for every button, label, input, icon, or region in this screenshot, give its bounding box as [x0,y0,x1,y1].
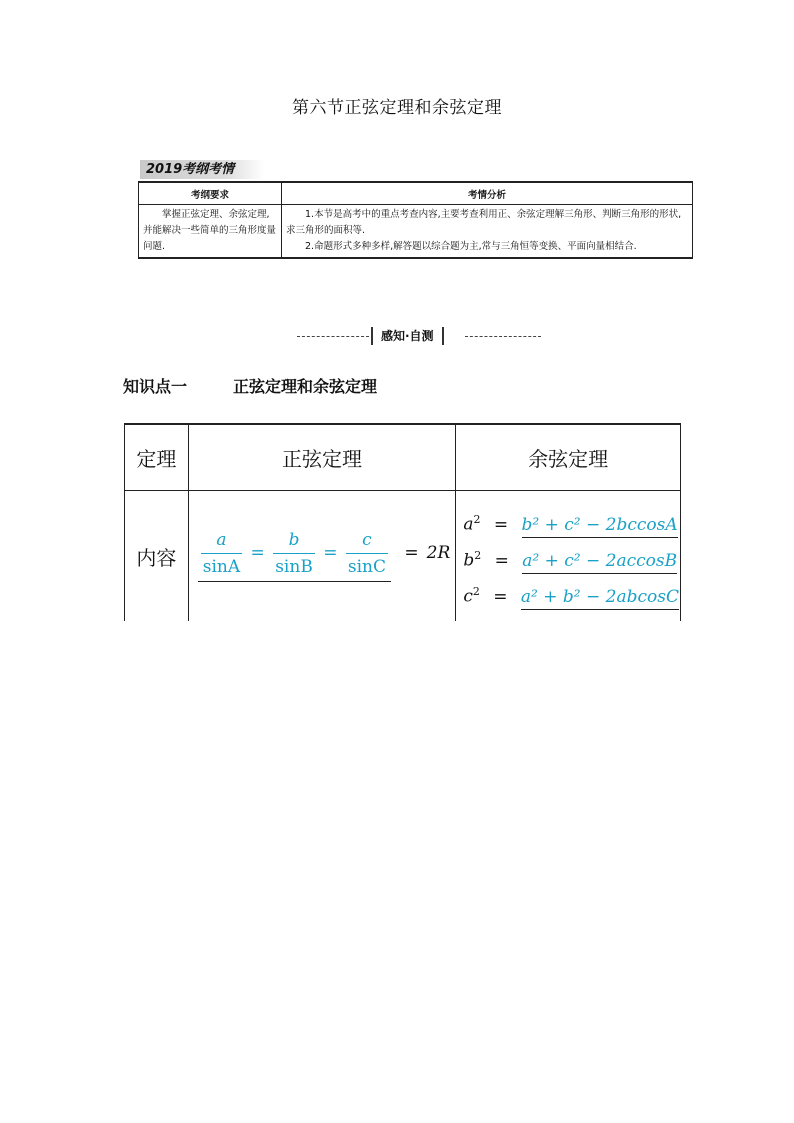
analysis-header: 考情分析 [282,182,693,205]
header-cosine: 余弦定理 [456,424,681,491]
lhs-b-exp: 2 [474,549,482,562]
result-2r: 2R [426,543,451,563]
cosine-line-b: $b^2 = a^2 + c^2 - 2accosB$ [457,538,679,574]
right-dash-divider [465,336,541,337]
cosine-line-a: $a^2 = b^2 + c^2 - 2bccosA$ [457,502,679,538]
knowledge-point-name: 正弦定理和余弦定理 [233,377,378,396]
equals-2: = [323,543,338,563]
header-theorem: 定理 [125,424,189,491]
badge-label: 2019考纲考情 [140,160,264,179]
numerator-b: b [288,530,300,550]
numerator-a: a [216,530,227,550]
theorem-table [124,423,681,621]
fraction-a [201,530,242,577]
rhs-a: b² + c² − 2bccosA [522,515,678,538]
fraction-b [273,530,315,577]
denominator-c: sinC [346,553,388,577]
analysis-item-1: 1.本节是高考中的重点考查内容,主要考查利用正、余弦定理解三角形、判断三角形的形状,求三角形的面积等. [286,209,682,236]
section-header [297,327,541,347]
sine-law-cell [188,491,456,622]
knowledge-point-label: 知识点一 [123,377,188,396]
sine-law-formula [198,530,391,582]
knowledge-point-heading [123,374,377,397]
requirement-cell [139,205,282,259]
row-label-content: 内容 [125,491,189,622]
cosine-line-c: $c^2 = a^2 + b^2 - 2abcosC$ [457,574,679,610]
analysis-item-2: 2.命题形式多种多样,解答题以综合题为主,常与三角恒等变换、平面向量相结合. [305,241,637,252]
rhs-c: a² + b² − 2abcosC [521,587,679,610]
requirement-header: 考纲要求 [139,182,282,205]
lhs-c-exp: 2 [472,585,480,598]
equals-3: = [404,543,419,563]
exam-badge [140,160,290,182]
cosine-law-cell [456,491,681,622]
numerator-c: c [362,530,372,550]
fraction-c [346,530,388,577]
denominator-a: sinA [201,553,242,577]
page-title: 第六节正弦定理和余弦定理 [292,98,502,118]
left-dash-divider [297,336,369,337]
exam-info-table [138,181,693,259]
section-label: 感知·自测 [371,327,444,345]
denominator-b: sinB [273,553,315,577]
rhs-b: a² + c² − 2accosB [522,551,677,574]
equals-1: = [250,543,265,563]
header-sine: 正弦定理 [188,424,456,491]
requirement-text: 掌握正弦定理、余弦定理,并能解决一些简单的三角形度量问题. [143,209,277,252]
lhs-b: b [463,550,475,571]
analysis-cell [282,205,693,259]
lhs-c: c [463,586,473,607]
lhs-a: a [463,514,474,535]
lhs-a-exp: 2 [473,513,481,526]
